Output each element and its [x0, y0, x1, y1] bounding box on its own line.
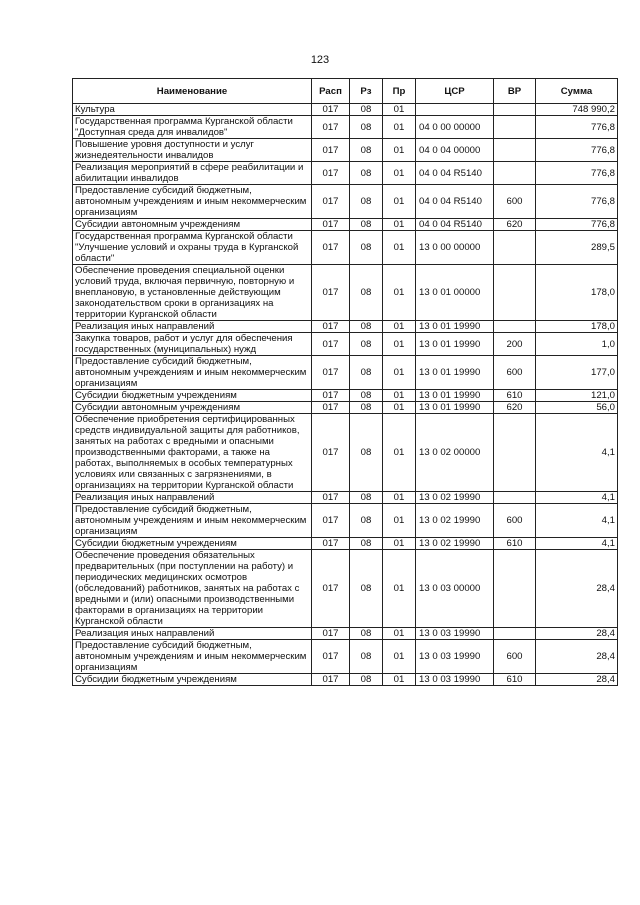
- table-body: [73, 104, 618, 686]
- cell-rz: 08: [350, 265, 383, 321]
- cell-csr: 13 0 03 00000: [416, 550, 494, 628]
- table-row: [73, 414, 618, 492]
- cell-sum: 4,1: [536, 492, 618, 504]
- table-row: [73, 390, 618, 402]
- cell-name: Реализация иных направлений: [73, 628, 312, 640]
- cell-name: Субсидии бюджетным учреждениям: [73, 538, 312, 550]
- cell-vr: 620: [494, 219, 536, 231]
- cell-pr: 01: [383, 550, 416, 628]
- cell-rasp: 017: [312, 674, 350, 686]
- cell-csr: 13 0 01 00000: [416, 265, 494, 321]
- header-csr: ЦСР: [416, 79, 494, 104]
- cell-pr: 01: [383, 162, 416, 185]
- cell-vr: 610: [494, 390, 536, 402]
- cell-sum: 178,0: [536, 321, 618, 333]
- cell-csr: 04 0 04 R5140: [416, 185, 494, 219]
- cell-rasp: 017: [312, 538, 350, 550]
- cell-name: Субсидии бюджетным учреждениям: [73, 674, 312, 686]
- cell-vr: 600: [494, 504, 536, 538]
- table-row: [73, 674, 618, 686]
- cell-name: Предоставление субсидий бюджетным, автономным учреждениям и иным некоммерческим организациям: [73, 185, 312, 219]
- cell-name: Закупка товаров, работ и услуг для обеспечения государственных (муниципальных) нужд: [73, 333, 312, 356]
- cell-pr: 01: [383, 356, 416, 390]
- cell-rz: 08: [350, 356, 383, 390]
- cell-sum: 776,8: [536, 116, 618, 139]
- cell-pr: 01: [383, 492, 416, 504]
- cell-pr: 01: [383, 185, 416, 219]
- cell-rasp: 017: [312, 628, 350, 640]
- cell-rasp: 017: [312, 390, 350, 402]
- cell-pr: 01: [383, 538, 416, 550]
- cell-vr: [494, 321, 536, 333]
- table-header-row: [73, 79, 618, 104]
- header-name: Наименование: [73, 79, 312, 104]
- cell-rasp: 017: [312, 104, 350, 116]
- cell-vr: [494, 231, 536, 265]
- cell-csr: 13 0 01 19990: [416, 333, 494, 356]
- cell-sum: 1,0: [536, 333, 618, 356]
- cell-rz: 08: [350, 116, 383, 139]
- cell-sum: 28,4: [536, 628, 618, 640]
- cell-sum: 776,8: [536, 162, 618, 185]
- cell-vr: 600: [494, 356, 536, 390]
- cell-pr: 01: [383, 321, 416, 333]
- cell-vr: 610: [494, 538, 536, 550]
- cell-csr: 04 0 04 00000: [416, 139, 494, 162]
- cell-csr: 13 0 03 19990: [416, 640, 494, 674]
- table-row: [73, 538, 618, 550]
- cell-vr: [494, 104, 536, 116]
- cell-vr: 200: [494, 333, 536, 356]
- cell-csr: 04 0 04 R5140: [416, 162, 494, 185]
- table-row: [73, 231, 618, 265]
- cell-rz: 08: [350, 402, 383, 414]
- cell-name: Повышение уровня доступности и услуг жизнедеятельности инвалидов: [73, 139, 312, 162]
- cell-name: Субсидии автономным учреждениям: [73, 219, 312, 231]
- table-row: [73, 139, 618, 162]
- cell-rz: 08: [350, 333, 383, 356]
- cell-rz: 08: [350, 231, 383, 265]
- cell-sum: 56,0: [536, 402, 618, 414]
- cell-rasp: 017: [312, 402, 350, 414]
- cell-name: Обеспечение проведения специальной оценки условий труда, включая первичную, повторную и внеплановую, в установленные действующим законодательством сроки в организациях на территории Курганской области: [73, 265, 312, 321]
- cell-sum: 4,1: [536, 414, 618, 492]
- cell-rasp: 017: [312, 504, 350, 538]
- cell-name: Реализация иных направлений: [73, 321, 312, 333]
- cell-sum: 121,0: [536, 390, 618, 402]
- cell-sum: 776,8: [536, 139, 618, 162]
- cell-rz: 08: [350, 640, 383, 674]
- cell-rz: 08: [350, 504, 383, 538]
- cell-sum: 776,8: [536, 185, 618, 219]
- cell-rz: 08: [350, 538, 383, 550]
- cell-sum: 177,0: [536, 356, 618, 390]
- cell-rasp: 017: [312, 116, 350, 139]
- cell-csr: 04 0 00 00000: [416, 116, 494, 139]
- cell-name: Обеспечение проведения обязательных предварительных (при поступлении на работу) и периодических медицинских осмотров (обследований) работников, занятых на работах с вредными и (или) опасными производственными факторами в организациях на территории Курганской области: [73, 550, 312, 628]
- cell-rasp: 017: [312, 265, 350, 321]
- cell-name: Государственная программа Курганской области "Улучшение условий и охраны труда в Курганской области": [73, 231, 312, 265]
- cell-rz: 08: [350, 390, 383, 402]
- header-rz: Рз: [350, 79, 383, 104]
- cell-name: Реализация иных направлений: [73, 492, 312, 504]
- cell-csr: 13 0 02 19990: [416, 492, 494, 504]
- header-vr: ВР: [494, 79, 536, 104]
- table-row: [73, 402, 618, 414]
- cell-rasp: 017: [312, 356, 350, 390]
- table-row: [73, 333, 618, 356]
- cell-rz: 08: [350, 492, 383, 504]
- cell-csr: 13 0 02 19990: [416, 538, 494, 550]
- cell-rasp: 017: [312, 640, 350, 674]
- cell-name: Предоставление субсидий бюджетным, автономным учреждениям и иным некоммерческим организациям: [73, 504, 312, 538]
- cell-vr: 620: [494, 402, 536, 414]
- cell-rz: 08: [350, 321, 383, 333]
- cell-rasp: 017: [312, 185, 350, 219]
- cell-csr: 13 0 01 19990: [416, 402, 494, 414]
- cell-pr: 01: [383, 504, 416, 538]
- cell-vr: [494, 116, 536, 139]
- header-sum: Сумма: [536, 79, 618, 104]
- cell-sum: 178,0: [536, 265, 618, 321]
- cell-rasp: 017: [312, 492, 350, 504]
- cell-csr: 13 0 03 19990: [416, 674, 494, 686]
- cell-vr: [494, 265, 536, 321]
- cell-rz: 08: [350, 550, 383, 628]
- cell-vr: 600: [494, 640, 536, 674]
- cell-sum: 4,1: [536, 504, 618, 538]
- cell-pr: 01: [383, 333, 416, 356]
- table-row: [73, 640, 618, 674]
- header-rasp: Расп: [312, 79, 350, 104]
- cell-csr: 13 0 03 19990: [416, 628, 494, 640]
- table-row: [73, 356, 618, 390]
- cell-name: Предоставление субсидий бюджетным, автономным учреждениям и иным некоммерческим организациям: [73, 640, 312, 674]
- cell-pr: 01: [383, 390, 416, 402]
- cell-rasp: 017: [312, 414, 350, 492]
- cell-pr: 01: [383, 139, 416, 162]
- cell-csr: 13 0 01 19990: [416, 390, 494, 402]
- table-row: [73, 116, 618, 139]
- cell-rz: 08: [350, 219, 383, 231]
- cell-sum: 748 990,2: [536, 104, 618, 116]
- cell-vr: [494, 139, 536, 162]
- cell-pr: 01: [383, 674, 416, 686]
- cell-pr: 01: [383, 640, 416, 674]
- table-row: [73, 219, 618, 231]
- cell-pr: 01: [383, 104, 416, 116]
- cell-rz: 08: [350, 139, 383, 162]
- cell-rz: 08: [350, 414, 383, 492]
- cell-rz: 08: [350, 674, 383, 686]
- cell-pr: 01: [383, 231, 416, 265]
- cell-name: Субсидии бюджетным учреждениям: [73, 390, 312, 402]
- table-row: [73, 104, 618, 116]
- table-row: [73, 321, 618, 333]
- table-row: [73, 550, 618, 628]
- cell-sum: 4,1: [536, 538, 618, 550]
- cell-pr: 01: [383, 219, 416, 231]
- table-row: [73, 504, 618, 538]
- page-number: 123: [310, 54, 330, 66]
- cell-vr: [494, 492, 536, 504]
- table-row: [73, 492, 618, 504]
- cell-csr: 13 0 01 19990: [416, 356, 494, 390]
- cell-rasp: 017: [312, 333, 350, 356]
- cell-rasp: 017: [312, 231, 350, 265]
- cell-vr: [494, 414, 536, 492]
- cell-sum: 289,5: [536, 231, 618, 265]
- cell-rz: 08: [350, 628, 383, 640]
- cell-rasp: 017: [312, 550, 350, 628]
- cell-sum: 776,8: [536, 219, 618, 231]
- cell-name: Предоставление субсидий бюджетным, автономным учреждениям и иным некоммерческим организациям: [73, 356, 312, 390]
- cell-pr: 01: [383, 265, 416, 321]
- table-row: [73, 628, 618, 640]
- cell-sum: 28,4: [536, 640, 618, 674]
- cell-csr: 13 0 01 19990: [416, 321, 494, 333]
- header-pr: Пр: [383, 79, 416, 104]
- cell-vr: 600: [494, 185, 536, 219]
- cell-vr: [494, 550, 536, 628]
- cell-pr: 01: [383, 402, 416, 414]
- cell-name: Субсидии автономным учреждениям: [73, 402, 312, 414]
- cell-name: Государственная программа Курганской области "Доступная среда для инвалидов": [73, 116, 312, 139]
- cell-rz: 08: [350, 162, 383, 185]
- cell-csr: 13 0 00 00000: [416, 231, 494, 265]
- cell-rz: 08: [350, 185, 383, 219]
- cell-name: Реализация мероприятий в сфере реабилитации и абилитации инвалидов: [73, 162, 312, 185]
- cell-csr: 04 0 04 R5140: [416, 219, 494, 231]
- cell-name: Культура: [73, 104, 312, 116]
- cell-pr: 01: [383, 628, 416, 640]
- table-row: [73, 265, 618, 321]
- budget-table: [72, 78, 618, 686]
- cell-name: Обеспечение приобретения сертифицированных средств индивидуальной защиты для работников, занятых на работах с вредными и опасными производственными факторами, а также на работах, выполняемых в особых температурных условиях или связанных с загрязнениями, в организациях на территории Курганской области: [73, 414, 312, 492]
- cell-rasp: 017: [312, 219, 350, 231]
- cell-csr: 13 0 02 19990: [416, 504, 494, 538]
- cell-vr: 610: [494, 674, 536, 686]
- cell-rasp: 017: [312, 162, 350, 185]
- cell-sum: 28,4: [536, 550, 618, 628]
- cell-vr: [494, 162, 536, 185]
- cell-pr: 01: [383, 116, 416, 139]
- table-row: [73, 185, 618, 219]
- cell-csr: [416, 104, 494, 116]
- cell-pr: 01: [383, 414, 416, 492]
- cell-rasp: 017: [312, 321, 350, 333]
- cell-rz: 08: [350, 104, 383, 116]
- cell-rasp: 017: [312, 139, 350, 162]
- cell-vr: [494, 628, 536, 640]
- cell-csr: 13 0 02 00000: [416, 414, 494, 492]
- cell-sum: 28,4: [536, 674, 618, 686]
- table-row: [73, 162, 618, 185]
